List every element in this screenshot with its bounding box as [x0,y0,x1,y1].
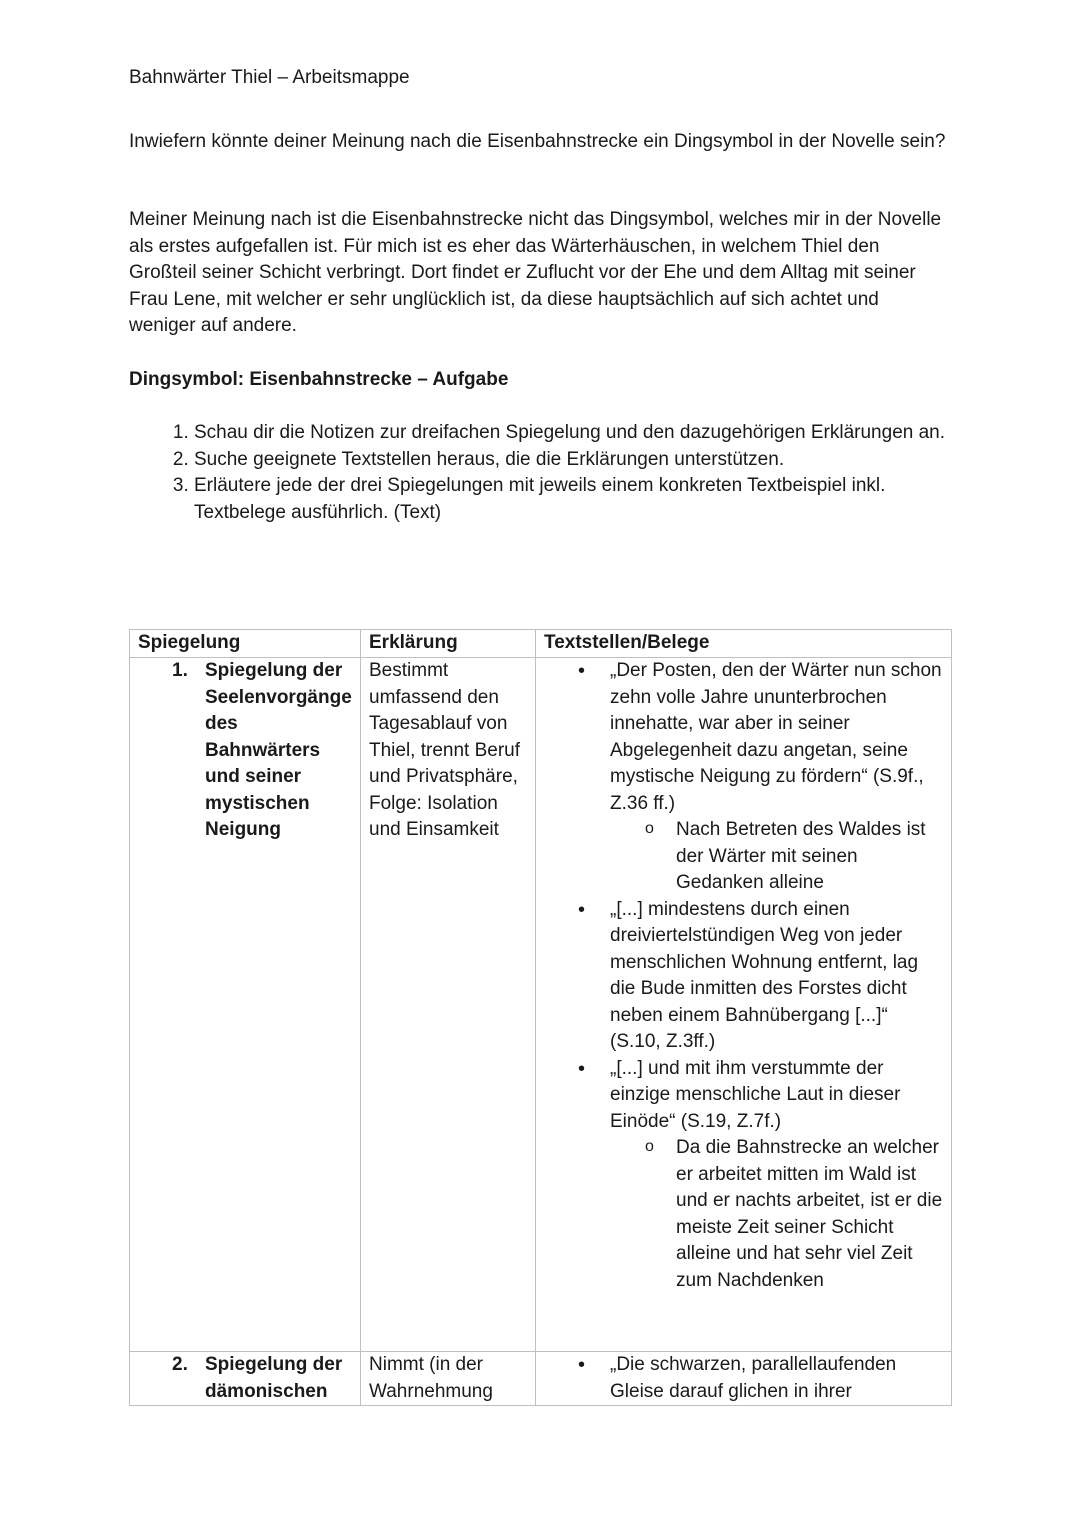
beleg-item [544,658,943,897]
column-header-erklaerung: Erklärung [361,630,536,658]
belege-cell [536,658,952,1352]
table-row [130,658,952,1352]
spiegelung-number: 2. [172,1354,188,1375]
task-heading: Dingsymbol: Eisenbahnstrecke – Aufgabe [129,369,509,390]
table-header-row [130,630,952,658]
spiegelung-cell [130,658,361,1352]
beleg-quote: „[...] mindestens durch einen dreiviertelstündigen Weg von jeder menschlichen Wohnung entfernt, lag die Bude inmitten des Forstes dicht neben einem Bahnübergang [...]“ (S.10, Z.3ff.) [610,898,919,1052]
spiegelung-table [129,629,952,1406]
document-header: Bahnwärter Thiel – Arbeitsmappe [129,67,410,88]
beleg-note: o Da die Bahnstrecke an welcher er arbeitet mitten im Wald ist und er nachts arbeitet, ist er die meiste Zeit seiner Schicht alleine und hat sehr viel Zeit zum Nachdenken [610,1135,943,1294]
column-header-belege: Textstellen/Belege [536,630,952,658]
spiegelung-text: Spiegelung der Seelenvorgänge des Bahnwärters und seiner mystischen Neigung [205,660,352,840]
spiegelung-cell [130,1352,361,1406]
beleg-quote: „[...] und mit ihm verstummte der einzige menschliche Laut in dieser Einöde“ (S.19, Z.7f.) [610,1057,901,1132]
beleg-note: o Nach Betreten des Waldes ist der Wärter mit seinen Gedanken alleine [610,817,943,897]
table-row [130,1352,952,1406]
beleg-item [544,1352,943,1405]
spiegelung-text: Spiegelung der dämonischen [205,1354,343,1402]
beleg-quote: „Die schwarzen, parallellaufenden Gleise darauf glichen in ihrer [610,1354,897,1402]
belege-cell [536,1352,952,1406]
answer-paragraph: Meiner Meinung nach ist die Eisenbahnstrecke nicht das Dingsymbol, welches mir in der Novelle als erstes aufgefallen ist. Für mich ist es eher das Wärterhäuschen, in welchem Thiel den Großteil seiner Schicht verbringt. Dort findet er Zuflucht vor der Ehe und dem Alltag mit seiner Frau Lene, mit welcher er sehr unglücklich ist, da diese hauptsächlich auf sich achtet und weniger auf andere. [129,209,942,336]
column-header-spiegelung: Spiegelung [130,630,361,658]
task-item: 3. Erläutere jede der drei Spiegelungen mit jeweils einem konkreten Textbeispiel inkl. Textbelege ausführlich. (Text) [194,473,950,526]
spiegelung-number: 1. [172,660,188,681]
task-item: 2. Suche geeignete Textstellen heraus, die die Erklärungen unterstützen. [194,447,950,474]
task-item: 1. Schau dir die Notizen zur dreifachen Spiegelung und den dazugehörigen Erklärungen an. [194,420,950,447]
beleg-item [544,897,943,1056]
task-list [129,420,950,526]
erklaerung-cell: Nimmt (in der Wahrnehmung [361,1352,536,1406]
beleg-quote: „Der Posten, den der Wärter nun schon zehn volle Jahre ununterbrochen innehatte, war aber in seiner Abgelegenheit dazu angetan, seine mystische Neigung zu fördern“ (S.9f., Z.36 ff.) [610,660,942,814]
erklaerung-cell: Bestimmt umfassend den Tagesablauf von Thiel, trennt Beruf und Privatsphäre, Folge: Isolation und Einsamkeit [361,658,536,1352]
beleg-item [544,1056,943,1295]
question-text: Inwiefern könnte deiner Meinung nach die Eisenbahnstrecke ein Dingsymbol in der Novelle sein? [129,131,946,152]
